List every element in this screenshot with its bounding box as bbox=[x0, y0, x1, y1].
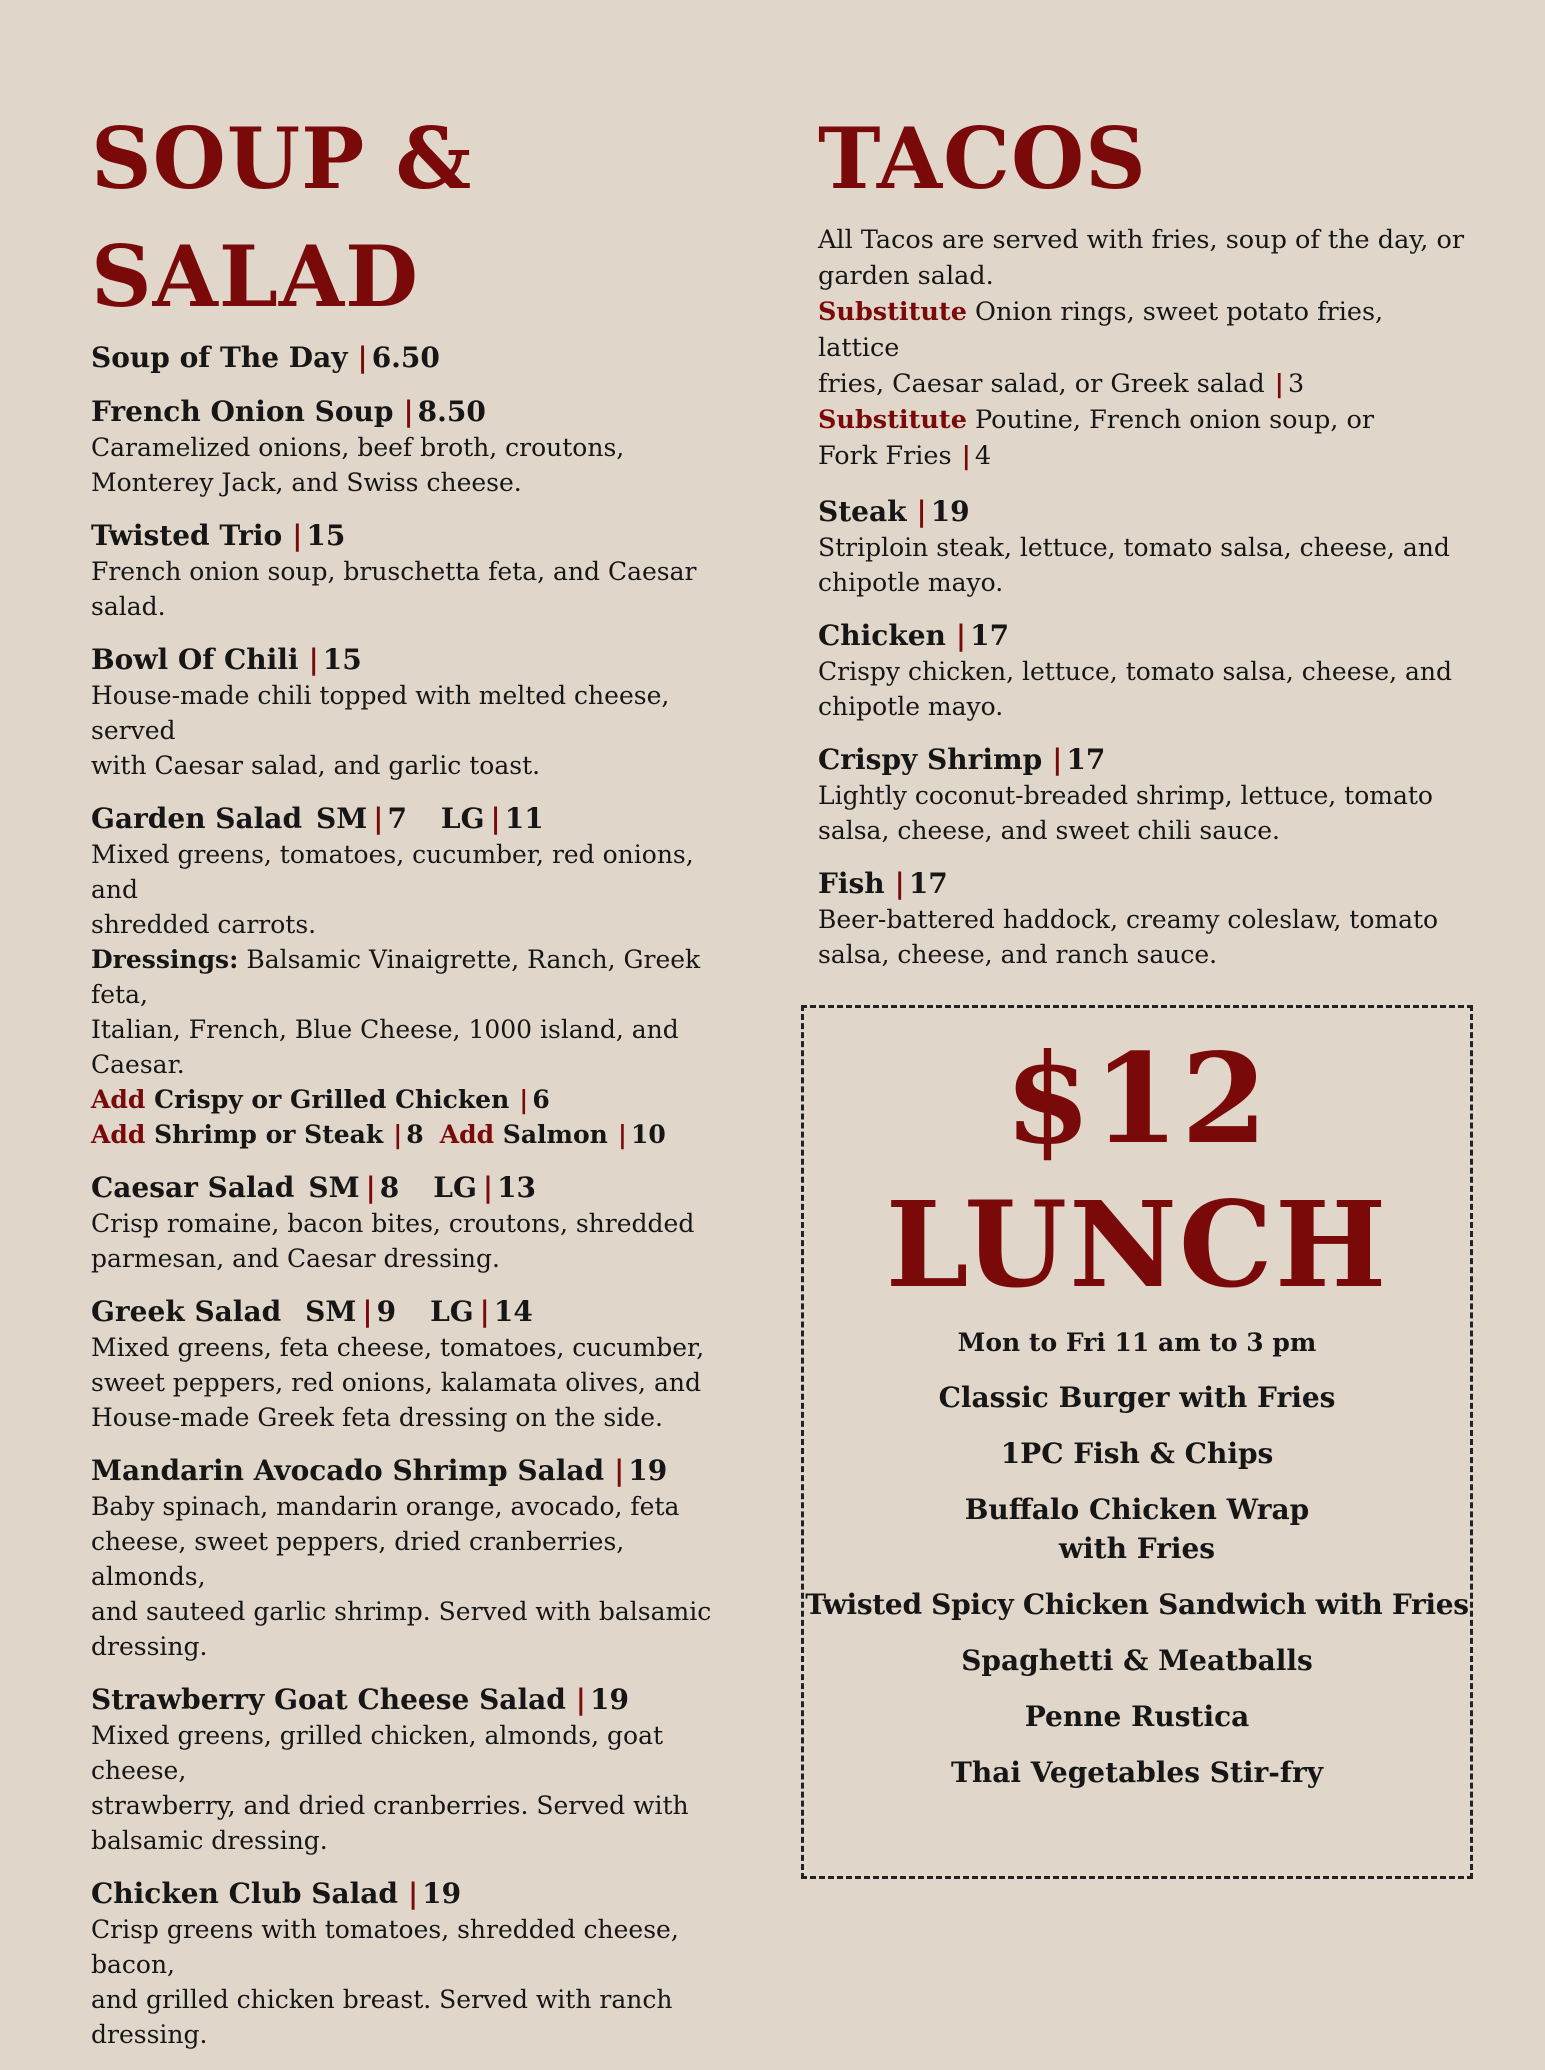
price-separator: | bbox=[575, 1683, 586, 1716]
substitute-text: Poutine, French onion soup, or bbox=[966, 405, 1375, 435]
lunch-item: Classic Burger with Fries bbox=[938, 1381, 1336, 1414]
lunch-item-line: with Fries bbox=[1058, 1532, 1216, 1565]
desc-line: and grilled chicken breast. Served with ranch bbox=[91, 1985, 673, 2014]
item-price: 11 bbox=[504, 802, 544, 835]
desc-line: Beer-battered haddock, creamy coleslaw, tomato bbox=[818, 905, 1439, 934]
substitute-price: 3 bbox=[1287, 369, 1305, 399]
item-price: 8.50 bbox=[417, 395, 486, 428]
desc-line: cheese, sweet peppers, dried cranberries, almonds, bbox=[91, 1527, 625, 1591]
item-price: 6.50 bbox=[371, 341, 440, 374]
desc-line: Baby spinach, mandarin orange, avocado, feta bbox=[91, 1492, 680, 1521]
item-description bbox=[91, 1912, 741, 2052]
item-price: 15 bbox=[306, 519, 346, 552]
desc-line: salsa, cheese, and sweet chili sauce. bbox=[818, 816, 1280, 845]
price-separator: | bbox=[519, 1085, 529, 1114]
item-name: Chicken Club Salad bbox=[91, 1877, 398, 1910]
item-name: Soup of The Day bbox=[91, 341, 348, 374]
desc-line: strawberry, and dried cranberries. Served with bbox=[91, 1791, 689, 1820]
item-price: 13 bbox=[497, 1171, 537, 1204]
substitute-text: Fork Fries bbox=[818, 441, 952, 471]
desc-line: dressing. bbox=[91, 2020, 208, 2049]
desc-line: Crispy chicken, lettuce, tomato salsa, cheese, and bbox=[818, 657, 1453, 686]
lunch-item: Penne Rustica bbox=[1024, 1700, 1250, 1733]
menu-item-french-onion-soup bbox=[91, 394, 741, 500]
add-on-price: 10 bbox=[630, 1120, 666, 1149]
item-price: 17 bbox=[908, 867, 948, 900]
desc-line: Crisp greens with tomatoes, shredded cheese, bacon, bbox=[91, 1915, 679, 1979]
desc-line: House-made chili topped with melted cheese, served bbox=[91, 681, 670, 745]
menu-item-fish-taco bbox=[818, 866, 1468, 972]
price-separator: | bbox=[614, 1454, 625, 1487]
price-separator: | bbox=[1052, 743, 1063, 776]
item-price: 19 bbox=[589, 1683, 629, 1716]
intro-line: All Tacos are served with fries, soup of the day, or bbox=[818, 225, 1465, 255]
desc-line: Striploin steak, lettuce, tomato salsa, cheese, and bbox=[818, 533, 1450, 562]
desc-line: balsamic dressing. bbox=[91, 1826, 328, 1855]
price-separator: | bbox=[894, 867, 905, 900]
item-name: Chicken bbox=[818, 619, 946, 652]
lunch-price: $12 bbox=[1004, 1027, 1270, 1172]
menu-item-chicken-taco bbox=[818, 618, 1468, 724]
desc-line: Mixed greens, tomatoes, cucumber, red onions, and bbox=[91, 840, 694, 904]
item-price: 19 bbox=[628, 1454, 668, 1487]
price-separator: | bbox=[292, 519, 303, 552]
desc-line: Lightly coconut-breaded shrimp, lettuce, tomato bbox=[818, 781, 1433, 810]
lunch-item: 1PC Fish & Chips bbox=[1000, 1437, 1274, 1470]
menu-item-bowl-of-chili bbox=[91, 642, 741, 783]
add-on-item: Crispy or Grilled Chicken bbox=[145, 1085, 510, 1114]
desc-line: parmesan, and Caesar dressing. bbox=[91, 1244, 500, 1273]
menu-item-steak-taco bbox=[818, 494, 1468, 600]
item-description bbox=[818, 902, 1468, 972]
title-line: SALAD bbox=[91, 227, 419, 326]
item-price: 8 bbox=[379, 1171, 400, 1204]
item-price: 14 bbox=[493, 1295, 533, 1328]
desc-line: sweet peppers, red onions, kalamata olives, and bbox=[91, 1368, 701, 1397]
item-name: French Onion Soup bbox=[91, 395, 394, 428]
item-price: 15 bbox=[322, 643, 362, 676]
price-separator: | bbox=[1274, 369, 1284, 399]
dressings-line bbox=[91, 942, 741, 1012]
price-separator: | bbox=[407, 1877, 419, 1910]
item-name: Bowl Of Chili bbox=[91, 643, 299, 676]
menu-item-greek-salad bbox=[91, 1294, 741, 1435]
add-on-item: Shrimp or Steak bbox=[145, 1120, 384, 1149]
desc-line: Caramelized onions, beef broth, croutons, bbox=[91, 433, 625, 462]
add-on-line bbox=[91, 1117, 741, 1152]
price-separator: | bbox=[617, 1120, 627, 1149]
item-description bbox=[818, 654, 1468, 724]
menu-item-garden-salad bbox=[91, 801, 741, 1152]
item-price: 9 bbox=[376, 1295, 397, 1328]
desc-line: chipotle mayo. bbox=[818, 568, 1004, 597]
add-on-price: 8 bbox=[406, 1120, 424, 1149]
substitute-line bbox=[818, 438, 1468, 474]
price-separator: | bbox=[482, 1171, 494, 1204]
price-separator: | bbox=[365, 1171, 376, 1204]
substitute-price: 4 bbox=[974, 441, 992, 471]
add-on-price: 6 bbox=[532, 1085, 550, 1114]
menu-item-mandarin-avocado-shrimp-salad bbox=[91, 1453, 741, 1664]
lunch-item-line: Buffalo Chicken Wrap bbox=[964, 1493, 1310, 1526]
title-line: SOUP & bbox=[91, 109, 473, 208]
item-description bbox=[818, 530, 1468, 600]
price-separator: | bbox=[955, 619, 967, 652]
item-description bbox=[91, 837, 741, 1082]
desc-line: chipotle mayo. bbox=[818, 692, 1004, 721]
lunch-item bbox=[804, 1490, 1470, 1568]
desc-line: House-made Greek feta dressing on the side. bbox=[91, 1403, 663, 1432]
add-label: Add bbox=[91, 1085, 146, 1114]
price-separator: | bbox=[308, 643, 319, 676]
size-label: LG bbox=[430, 1295, 474, 1328]
item-name: Steak bbox=[818, 495, 907, 528]
menu-item-strawberry-goat-cheese-salad bbox=[91, 1682, 741, 1858]
desc-line: Crisp romaine, bacon bites, croutons, shredded bbox=[91, 1209, 695, 1238]
item-description bbox=[91, 1489, 741, 1664]
soup-salad-title bbox=[91, 100, 741, 336]
price-separator: | bbox=[357, 341, 368, 374]
tacos-section bbox=[818, 100, 1468, 990]
item-name: Garden Salad bbox=[91, 802, 303, 835]
dressings-label: Dressings: bbox=[91, 945, 239, 974]
add-label: Add bbox=[91, 1120, 146, 1149]
size-label: SM bbox=[308, 1171, 360, 1204]
price-separator: | bbox=[373, 802, 384, 835]
desc-line: salsa, cheese, and ranch sauce. bbox=[818, 940, 1218, 969]
substitute-line bbox=[818, 294, 1468, 366]
add-on-item: Salmon bbox=[494, 1120, 608, 1149]
price-separator: | bbox=[490, 802, 501, 835]
item-name: Mandarin Avocado Shrimp Salad bbox=[91, 1454, 605, 1487]
intro-line: garden salad. bbox=[818, 261, 994, 291]
price-separator: | bbox=[403, 395, 414, 428]
item-name: Greek Salad bbox=[91, 1295, 282, 1328]
item-description bbox=[818, 778, 1468, 848]
size-label: LG bbox=[440, 802, 485, 835]
menu-item-crispy-shrimp-taco bbox=[818, 742, 1468, 848]
desc-line: Monterey Jack, and Swiss cheese. bbox=[91, 468, 522, 497]
desc-line: Mixed greens, grilled chicken, almonds, goat cheese, bbox=[91, 1721, 664, 1785]
substitute-line bbox=[818, 366, 1468, 402]
item-name: Crispy Shrimp bbox=[818, 743, 1043, 776]
item-price: 19 bbox=[422, 1877, 462, 1910]
item-price: 19 bbox=[930, 495, 970, 528]
desc-line: with Caesar salad, and garlic toast. bbox=[91, 751, 541, 780]
desc-line: and sauteed garlic shrimp. Served with balsamic bbox=[91, 1597, 712, 1626]
item-description bbox=[91, 678, 741, 783]
size-label: SM bbox=[316, 802, 368, 835]
item-description bbox=[91, 554, 741, 624]
tacos-title: TACOS bbox=[818, 109, 1147, 208]
substitute-line bbox=[818, 402, 1468, 438]
item-price: 17 bbox=[970, 619, 1010, 652]
substitute-text: Onion rings, sweet potato fries, lattice bbox=[818, 297, 1384, 363]
substitute-label: Substitute bbox=[818, 405, 967, 435]
soup-salad-section bbox=[91, 100, 741, 2070]
item-price: 7 bbox=[387, 802, 407, 835]
desc-line: Mixed greens, feta cheese, tomatoes, cucumber, bbox=[91, 1333, 705, 1362]
menu-item-soup-of-the-day bbox=[91, 340, 741, 376]
price-separator: | bbox=[479, 1295, 490, 1328]
desc-line: dressing. bbox=[91, 1632, 208, 1661]
item-name: Caesar Salad bbox=[91, 1171, 295, 1204]
dressings-text: Balsamic Vinaigrette, Ranch, Greek feta, bbox=[91, 945, 701, 1009]
size-label: LG bbox=[433, 1171, 477, 1204]
menu-item-twisted-trio bbox=[91, 518, 741, 624]
substitute-text: fries, Caesar salad, or Greek salad bbox=[818, 369, 1265, 399]
item-description bbox=[91, 1330, 741, 1435]
item-price: 17 bbox=[1066, 743, 1106, 776]
item-description bbox=[91, 1718, 741, 1858]
lunch-hours: Mon to Fri 11 am to 3 pm bbox=[957, 1328, 1317, 1357]
menu-item-chicken-club-salad bbox=[91, 1876, 741, 2052]
item-name: Twisted Trio bbox=[91, 519, 283, 552]
price-separator: | bbox=[393, 1120, 403, 1149]
lunch-title: LUNCH bbox=[885, 1175, 1389, 1314]
desc-line: French onion soup, bruschetta feta, and Caesar salad. bbox=[91, 557, 697, 621]
item-name: Fish bbox=[818, 867, 885, 900]
add-on-line bbox=[91, 1082, 741, 1117]
desc-line: shredded carrots. bbox=[91, 910, 317, 939]
item-name: Strawberry Goat Cheese Salad bbox=[91, 1683, 566, 1716]
price-separator: | bbox=[961, 441, 971, 471]
item-description bbox=[91, 430, 741, 500]
menu-item-caesar-salad bbox=[91, 1170, 741, 1276]
tacos-intro bbox=[818, 222, 1468, 474]
add-label: Add bbox=[439, 1120, 495, 1149]
lunch-item: Spaghetti & Meatballs bbox=[961, 1644, 1313, 1677]
lunch-special-box bbox=[801, 1005, 1473, 1879]
item-description bbox=[91, 1206, 741, 1276]
substitute-label: Substitute bbox=[818, 297, 967, 327]
price-separator: | bbox=[362, 1295, 373, 1328]
size-label: SM bbox=[305, 1295, 357, 1328]
lunch-item: Twisted Spicy Chicken Sandwich with Fries bbox=[805, 1588, 1469, 1621]
lunch-item: Thai Vegetables Stir-fry bbox=[951, 1756, 1323, 1789]
dressings-text: Italian, French, Blue Cheese, 1000 island, and Caesar. bbox=[91, 1015, 679, 1079]
price-separator: | bbox=[916, 495, 927, 528]
